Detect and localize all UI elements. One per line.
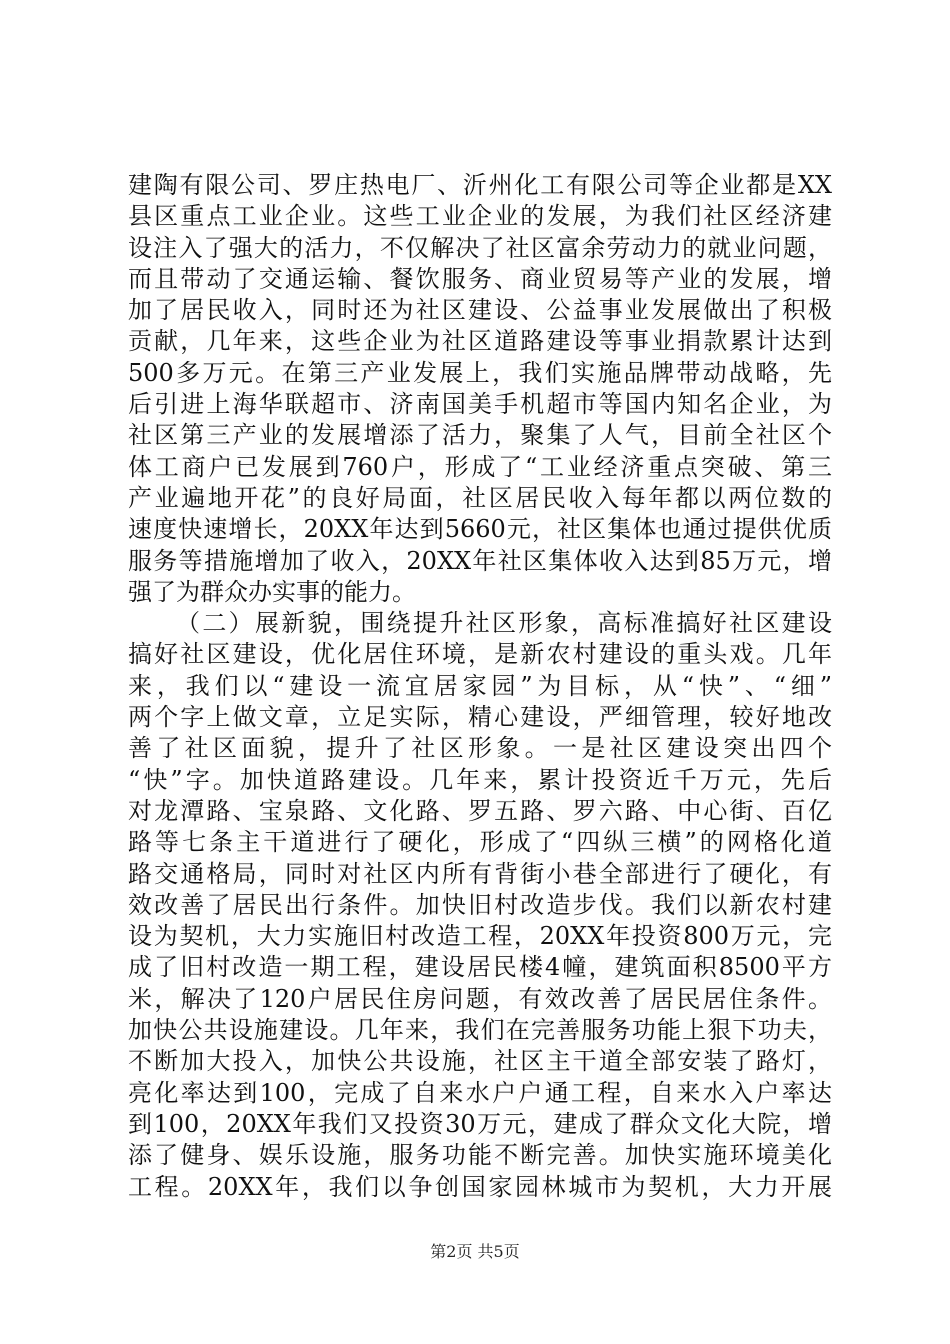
body-text xyxy=(128,170,832,1203)
text-line: 善了社区面貌，提升了社区形象。一是社区建设突出四个 xyxy=(128,734,832,763)
text-line: 服务等措施增加了收入，20XX年社区集体收入达到85万元，增 xyxy=(128,546,832,575)
text-line: 成了旧村改造一期工程，建设居民楼4幢，建筑面积8500平方 xyxy=(128,953,832,982)
text-line: 设为契机，大力实施旧村改造工程，20XX年投资800万元，完 xyxy=(128,922,832,951)
text-line: 加了居民收入，同时还为社区建设、公益事业发展做出了积极 xyxy=(128,296,832,325)
text-line: 工程。20XX年，我们以争创国家园林城市为契机，大力开展 xyxy=(128,1172,832,1201)
text-line: 两个字上做文章，立足实际，精心建设，严细管理，较好地改 xyxy=(128,703,832,732)
text-line: 不断加大投入，加快公共设施，社区主干道全部安装了路灯， xyxy=(128,1047,832,1076)
text-line: 亮化率达到100，完成了自来水户户通工程，自来水入户率达 xyxy=(128,1078,832,1107)
text-line: 对龙潭路、宝泉路、文化路、罗五路、罗六路、中心街、百亿 xyxy=(128,796,832,825)
text-line: 贡献，几年来，这些企业为社区道路建设等事业捐款累计达到 xyxy=(128,327,832,356)
text-line: 而且带动了交通运输、餐饮服务、商业贸易等产业的发展，增 xyxy=(128,264,832,293)
text-line: 社区第三产业的发展增添了活力，聚集了人气，目前全社区个 xyxy=(128,421,832,450)
text-line: 到100，20XX年我们又投资30万元，建成了群众文化大院，增 xyxy=(128,1109,832,1138)
text-line: 建陶有限公司、罗庄热电厂、沂州化工有限公司等企业都是XX xyxy=(128,171,832,199)
page-number-footer: 第2页 共5页 xyxy=(430,1242,520,1261)
text-line: 路等七条主干道进行了硬化，形成了“四纵三横”的网格化道 xyxy=(128,828,832,857)
text-line: 后引进上海华联超市、济南国美手机超市等国内知名企业，为 xyxy=(128,390,832,419)
text-line: 体工商户已发展到760户，形成了“工业经济重点突破、第三 xyxy=(128,452,832,481)
text-line: 来，我们以“建设一流宜居家园”为目标，从“快”、“细” xyxy=(128,671,832,700)
text-line: 加快公共设施建设。几年来，我们在完善服务功能上狠下功夫， xyxy=(128,1016,832,1045)
text-line-paragraph-end: 强了为群众办实事的能力。 xyxy=(128,577,416,606)
text-line: 米，解决了120户居民住房问题，有效改善了居民居住条件。 xyxy=(128,984,832,1013)
text-line: 500多万元。在第三产业发展上，我们实施品牌带动战略，先 xyxy=(128,358,832,387)
text-line: 县区重点工业企业。这些工业企业的发展，为我们社区经济建 xyxy=(128,202,832,231)
text-line: 路交通格局，同时对社区内所有背街小巷全部进行了硬化，有 xyxy=(128,859,832,888)
text-line: 添了健身、娱乐设施，服务功能不断完善。加快实施环境美化 xyxy=(128,1141,832,1170)
text-line: 产业遍地开花”的良好局面，社区居民收入每年都以两位数的 xyxy=(128,483,832,512)
section-heading: （二）展新貌，围绕提升社区形象，高标准搞好社区建设 xyxy=(176,609,832,638)
text-line: 效改善了居民出行条件。加快旧村改造步伐。我们以新农村建 xyxy=(128,890,832,919)
text-line: 搞好社区建设，优化居住环境，是新农村建设的重头戏。几年 xyxy=(128,640,832,669)
text-line: 设注入了强大的活力，不仅解决了社区富余劳动力的就业问题， xyxy=(128,233,832,262)
text-line: “快”字。加快道路建设。几年来，累计投资近千万元，先后 xyxy=(128,765,832,794)
text-line: 速度快速增长，20XX年达到5660元，社区集体也通过提供优质 xyxy=(128,515,832,544)
